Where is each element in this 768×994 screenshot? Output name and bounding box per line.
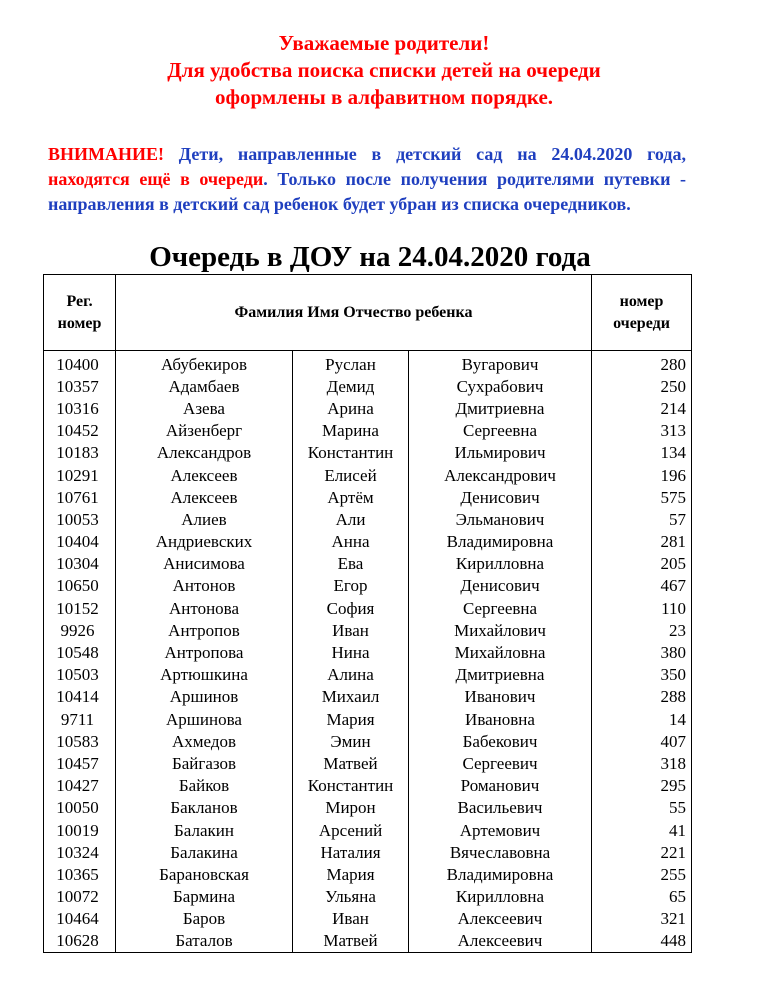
table-row (44, 575, 692, 597)
table-row (44, 930, 692, 953)
queue-number-cell: 318 (592, 752, 692, 774)
last-name-cell: Балакин (116, 819, 293, 841)
table-row (44, 819, 692, 841)
last-name-cell: Адамбаев (116, 375, 293, 397)
table-row (44, 797, 692, 819)
reg-number-cell: 10072 (44, 886, 116, 908)
first-name-cell: Марина (293, 420, 409, 442)
first-name-cell: Михаил (293, 686, 409, 708)
last-name-cell: Антропов (116, 619, 293, 641)
patronymic-cell: Денисович (409, 575, 592, 597)
patronymic-cell: Александрович (409, 464, 592, 486)
first-name-cell: Арсений (293, 819, 409, 841)
reg-number-cell: 10324 (44, 841, 116, 863)
patronymic-cell: Артемович (409, 819, 592, 841)
patronymic-cell: Романович (409, 775, 592, 797)
last-name-cell: Артюшкина (116, 664, 293, 686)
table-row (44, 641, 692, 663)
reg-number-cell: 10291 (44, 464, 116, 486)
patronymic-cell: Дмитриевна (409, 664, 592, 686)
reg-number-cell: 10357 (44, 375, 116, 397)
queue-number-cell: 295 (592, 775, 692, 797)
first-name-cell: Нина (293, 641, 409, 663)
last-name-cell: Аршинова (116, 708, 293, 730)
table-row (44, 597, 692, 619)
first-name-cell: Егор (293, 575, 409, 597)
queue-number-cell: 65 (592, 886, 692, 908)
greeting-line-3: оформлены в алфавитном порядке. (214, 85, 554, 109)
queue-number-cell: 448 (592, 930, 692, 953)
patronymic-cell: Дмитриевна (409, 397, 592, 419)
last-name-cell: Антропова (116, 641, 293, 663)
table-row (44, 775, 692, 797)
notice-text-2: . Только после получения родителями путевки - направления в детский сад ребенок будет убран из списка очередников. (48, 169, 686, 214)
patronymic-cell: Владимировна (409, 531, 592, 553)
table-row (44, 708, 692, 730)
last-name-cell: Бакланов (116, 797, 293, 819)
reg-number-cell: 10053 (44, 508, 116, 530)
patronymic-cell: Вячеславовна (409, 841, 592, 863)
table-row (44, 886, 692, 908)
queue-number-cell: 23 (592, 619, 692, 641)
table-row (44, 664, 692, 686)
reg-number-cell: 10628 (44, 930, 116, 953)
queue-number-cell: 280 (592, 351, 692, 376)
table-row (44, 420, 692, 442)
queue-number-cell: 380 (592, 641, 692, 663)
reg-number-cell: 10400 (44, 351, 116, 376)
table-row (44, 619, 692, 641)
last-name-cell: Ахмедов (116, 730, 293, 752)
first-name-cell: Ева (293, 553, 409, 575)
last-name-cell: Баталов (116, 930, 293, 953)
patronymic-cell: Денисович (409, 486, 592, 508)
patronymic-cell: Алексеевич (409, 908, 592, 930)
table-row (44, 464, 692, 486)
reg-number-cell: 10019 (44, 819, 116, 841)
table-header-row (44, 275, 692, 351)
first-name-cell: Елисей (293, 464, 409, 486)
first-name-cell: Матвей (293, 930, 409, 953)
last-name-cell: Балакина (116, 841, 293, 863)
first-name-cell: Иван (293, 619, 409, 641)
patronymic-cell: Михайловна (409, 641, 592, 663)
table-row (44, 442, 692, 464)
queue-number-cell: 57 (592, 508, 692, 530)
queue-number-cell: 467 (592, 575, 692, 597)
patronymic-cell: Кирилловна (409, 553, 592, 575)
patronymic-cell: Васильевич (409, 797, 592, 819)
reg-number-cell: 10414 (44, 686, 116, 708)
patronymic-cell: Бабекович (409, 730, 592, 752)
last-name-cell: Барановская (116, 863, 293, 885)
greeting-header (0, 30, 768, 111)
queue-number-cell: 55 (592, 797, 692, 819)
page-title: Очередь в ДОУ на 24.04.2020 года (149, 241, 591, 273)
reg-number-cell: 9926 (44, 619, 116, 641)
last-name-cell: Антонов (116, 575, 293, 597)
reg-number-cell: 10316 (44, 397, 116, 419)
last-name-cell: Баров (116, 908, 293, 930)
queue-number-cell: 288 (592, 686, 692, 708)
last-name-cell: Александров (116, 442, 293, 464)
patronymic-cell: Сухрабович (409, 375, 592, 397)
last-name-cell: Байков (116, 775, 293, 797)
queue-number-cell: 196 (592, 464, 692, 486)
queue-number-cell: 221 (592, 841, 692, 863)
queue-number-cell: 313 (592, 420, 692, 442)
patronymic-cell: Сергеевна (409, 597, 592, 619)
reg-number-cell: 10050 (44, 797, 116, 819)
reg-number-cell: 10152 (44, 597, 116, 619)
table-row (44, 508, 692, 530)
last-name-cell: Абубекиров (116, 351, 293, 376)
patronymic-cell: Сергеевич (409, 752, 592, 774)
patronymic-cell: Ильмирович (409, 442, 592, 464)
column-header-queue: номер очереди (592, 275, 692, 351)
column-header-reg: Рег. номер (44, 275, 116, 351)
first-name-cell: София (293, 597, 409, 619)
queue-number-cell: 575 (592, 486, 692, 508)
first-name-cell: Анна (293, 531, 409, 553)
queue-number-cell: 14 (592, 708, 692, 730)
patronymic-cell: Сергеевна (409, 420, 592, 442)
table-row (44, 908, 692, 930)
patronymic-cell: Ивановна (409, 708, 592, 730)
last-name-cell: Антонова (116, 597, 293, 619)
first-name-cell: Матвей (293, 752, 409, 774)
table-body (44, 351, 692, 953)
column-header-name: Фамилия Имя Отчество ребенка (116, 275, 592, 351)
table-row (44, 730, 692, 752)
table-row (44, 752, 692, 774)
first-name-cell: Иван (293, 908, 409, 930)
first-name-cell: Константин (293, 775, 409, 797)
table-row (44, 531, 692, 553)
last-name-cell: Азева (116, 397, 293, 419)
patronymic-cell: Кирилловна (409, 886, 592, 908)
table-row (44, 486, 692, 508)
reg-number-cell: 10404 (44, 531, 116, 553)
last-name-cell: Алиев (116, 508, 293, 530)
table-row (44, 397, 692, 419)
first-name-cell: Демид (293, 375, 409, 397)
last-name-cell: Байгазов (116, 752, 293, 774)
first-name-cell: Арина (293, 397, 409, 419)
table-row (44, 351, 692, 376)
first-name-cell: Мария (293, 708, 409, 730)
first-name-cell: Алина (293, 664, 409, 686)
reg-number-cell: 10464 (44, 908, 116, 930)
queue-number-cell: 407 (592, 730, 692, 752)
last-name-cell: Айзенберг (116, 420, 293, 442)
patronymic-cell: Михайлович (409, 619, 592, 641)
reg-number-cell: 10583 (44, 730, 116, 752)
reg-number-cell: 10183 (44, 442, 116, 464)
reg-number-cell: 10650 (44, 575, 116, 597)
last-name-cell: Бармина (116, 886, 293, 908)
notice-attention-word: ВНИМАНИЕ! (48, 144, 164, 164)
reg-number-cell: 10365 (44, 863, 116, 885)
queue-number-cell: 281 (592, 531, 692, 553)
table-row (44, 686, 692, 708)
first-name-cell: Руслан (293, 351, 409, 376)
queue-number-cell: 110 (592, 597, 692, 619)
patronymic-cell: Алексеевич (409, 930, 592, 953)
patronymic-cell: Иванович (409, 686, 592, 708)
first-name-cell: Наталия (293, 841, 409, 863)
queue-number-cell: 134 (592, 442, 692, 464)
last-name-cell: Алексеев (116, 464, 293, 486)
last-name-cell: Андриевских (116, 531, 293, 553)
queue-number-cell: 41 (592, 819, 692, 841)
reg-number-cell: 10548 (44, 641, 116, 663)
table-row (44, 841, 692, 863)
greeting-line-1: Уважаемые родители! (278, 31, 490, 55)
patronymic-cell: Вугарович (409, 351, 592, 376)
reg-number-cell: 9711 (44, 708, 116, 730)
queue-number-cell: 255 (592, 863, 692, 885)
first-name-cell: Ульяна (293, 886, 409, 908)
queue-number-cell: 350 (592, 664, 692, 686)
last-name-cell: Анисимова (116, 553, 293, 575)
reg-number-cell: 10457 (44, 752, 116, 774)
queue-number-cell: 214 (592, 397, 692, 419)
notice-still-in-queue: находятся ещё в очереди (48, 169, 264, 189)
attention-notice (48, 142, 686, 217)
patronymic-cell: Эльманович (409, 508, 592, 530)
reg-number-cell: 10304 (44, 553, 116, 575)
reg-number-cell: 10452 (44, 420, 116, 442)
reg-number-cell: 10761 (44, 486, 116, 508)
last-name-cell: Аршинов (116, 686, 293, 708)
first-name-cell: Мария (293, 863, 409, 885)
reg-number-cell: 10503 (44, 664, 116, 686)
last-name-cell: Алексеев (116, 486, 293, 508)
queue-number-cell: 250 (592, 375, 692, 397)
patronymic-cell: Владимировна (409, 863, 592, 885)
first-name-cell: Эмин (293, 730, 409, 752)
first-name-cell: Артём (293, 486, 409, 508)
queue-number-cell: 205 (592, 553, 692, 575)
first-name-cell: Константин (293, 442, 409, 464)
greeting-line-2: Для удобства поиска списки детей на очереди (167, 58, 601, 82)
table-row (44, 553, 692, 575)
queue-table (43, 274, 692, 953)
reg-number-cell: 10427 (44, 775, 116, 797)
queue-number-cell: 321 (592, 908, 692, 930)
first-name-cell: Али (293, 508, 409, 530)
table-row (44, 375, 692, 397)
first-name-cell: Мирон (293, 797, 409, 819)
table-row (44, 863, 692, 885)
notice-text-1: Дети, направленные в детский сад на 24.04.2020 года, (164, 144, 686, 164)
